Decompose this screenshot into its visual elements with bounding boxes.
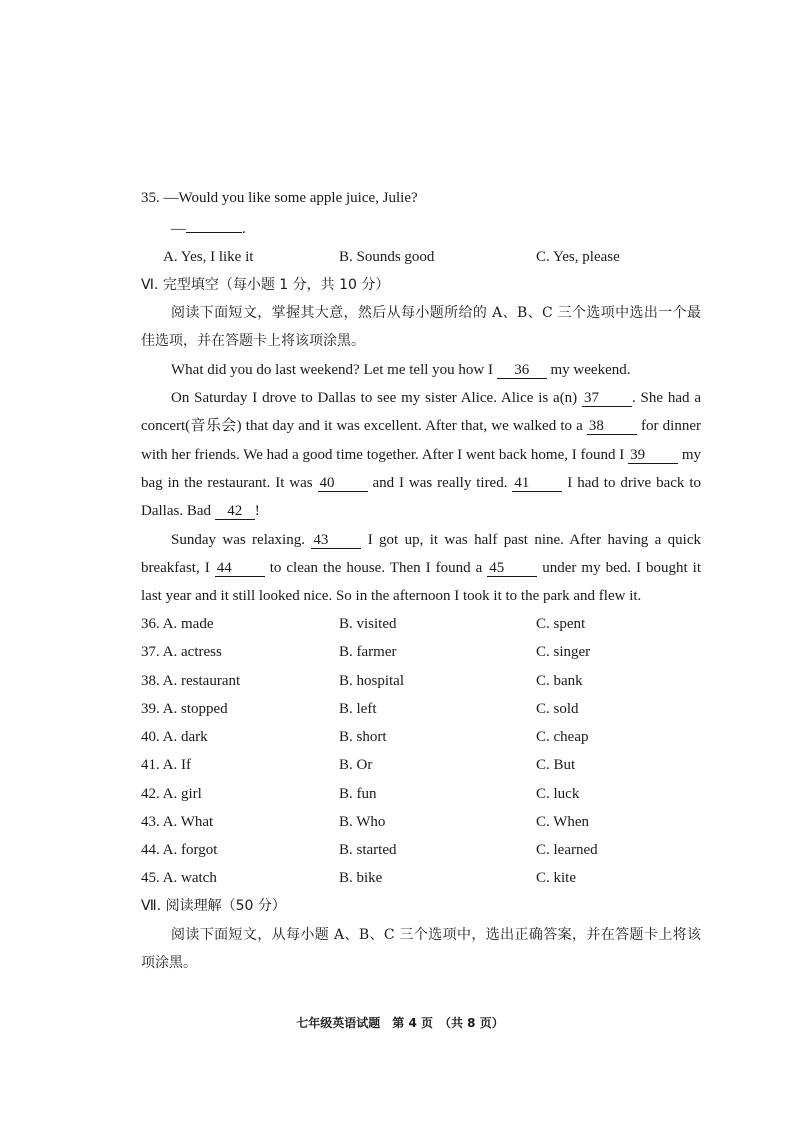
blank-36: 36 (497, 362, 547, 379)
section7-heading: Ⅶ. 阅读理解（50 分） (141, 898, 286, 914)
passage-text: and I was really tired. (367, 475, 513, 491)
passage-text: my (678, 447, 701, 463)
q35-answer-line (171, 218, 701, 239)
blank-38: 38 (587, 418, 637, 435)
option-45-b: B. bike (339, 870, 383, 886)
page-footer: 七年级英语试题 第 4 页 （共 8 页） (296, 1016, 504, 1030)
passage-text: I got up, it was half past nine. After having a quick (361, 532, 701, 548)
passage-line-4 (141, 445, 701, 465)
passage-line-5 (141, 473, 701, 493)
blank-42: 42 (215, 503, 255, 520)
option-37-b: B. farmer (339, 644, 397, 660)
option-40-a: 40. A. dark (141, 729, 208, 745)
q35-answer-dash: — (171, 221, 186, 237)
option-43-a: 43. A. What (141, 814, 214, 830)
passage-line-8 (141, 558, 701, 578)
passage-text: to clean the house. Then I found a (264, 560, 488, 576)
passage-text: Dallas. Bad (141, 503, 215, 519)
passage-text: ! (254, 503, 260, 519)
option-45-a: 45. A. watch (141, 870, 217, 886)
option-36-b: B. visited (339, 616, 397, 632)
option-38-a: 38. A. restaurant (141, 673, 241, 689)
option-36-a: 36. A. made (141, 616, 214, 632)
option-44-a: 44. A. forgot (141, 842, 218, 858)
passage-text: Sunday was relaxing. (171, 532, 312, 548)
option-43-c: C. When (536, 814, 590, 830)
passage-text: under my bed. I bought it (537, 560, 701, 576)
option-37-a: 37. A. actress (141, 644, 222, 660)
passage-text: breakfast, I (141, 560, 215, 576)
option-41-a: 41. A. If (141, 757, 191, 773)
blank-41: 41 (512, 475, 562, 492)
section7-instruction-line2: 项涂黑。 (141, 955, 197, 971)
option-37-c: C. singer (536, 644, 591, 660)
passage-line-3 (141, 416, 701, 436)
blank-37: 37 (582, 390, 632, 407)
option-38-c: C. bank (536, 673, 583, 689)
option-36-c: C. spent (536, 616, 586, 632)
passage-line-6 (141, 501, 701, 521)
q35-answer-blank (186, 218, 242, 233)
q35-option-a: A. Yes, I like it (163, 249, 254, 265)
option-42-c: C. luck (536, 786, 580, 802)
passage-line-9: last year and it still looked nice. So in the afternoon I took it to the park and flew it. (141, 588, 642, 604)
passage-line-2 (171, 388, 701, 408)
passage-text: On Saturday I drove to Dallas to see my sister Alice. Alice is a(n) (171, 390, 582, 406)
blank-44: 44 (215, 560, 265, 577)
option-41-b: B. Or (339, 757, 373, 773)
passage-text: . She had a (632, 390, 701, 406)
option-41-c: C. But (536, 757, 576, 773)
blank-43: 43 (311, 532, 361, 549)
q35-option-c: C. Yes, please (536, 249, 620, 265)
passage-text: concert(音乐会) that day and it was excellent. After that, we walked to a (141, 418, 587, 434)
section6-instruction-line2: 佳选项，并在答题卡上将该项涂黑。 (141, 333, 365, 349)
option-42-a: 42. A. girl (141, 786, 202, 802)
blank-45: 45 (487, 560, 537, 577)
passage-text: for dinner (636, 418, 701, 434)
blank-39: 39 (628, 447, 678, 464)
q35-answer-period: . (242, 221, 246, 237)
option-43-b: B. Who (339, 814, 386, 830)
option-42-b: B. fun (339, 786, 377, 802)
option-44-c: C. learned (536, 842, 598, 858)
option-40-b: B. short (339, 729, 387, 745)
passage-line-7 (171, 530, 701, 550)
passage-text: my weekend. (546, 362, 631, 378)
passage-text: bag in the restaurant. It was (141, 475, 318, 491)
section7-instruction-line1: 阅读下面短文，从每小题 A、B、C 三个选项中，选出正确答案，并在答题卡上将该 (171, 927, 701, 943)
option-44-b: B. started (339, 842, 397, 858)
passage-line-1 (171, 360, 701, 380)
option-39-c: C. sold (536, 701, 579, 717)
option-40-c: C. cheap (536, 729, 589, 745)
passage-text: What did you do last weekend? Let me tell you how I (171, 362, 497, 378)
q35-option-b: B. Sounds good (339, 249, 435, 265)
section6-heading: Ⅵ. 完型填空（每小题 1 分，共 10 分） (141, 277, 390, 293)
option-45-c: C. kite (536, 870, 576, 886)
section6-instruction-line1: 阅读下面短文，掌握其大意，然后从每小题所给的 A、B、C 三个选项中选出一个最 (171, 305, 701, 321)
option-39-a: 39. A. stopped (141, 701, 228, 717)
option-39-b: B. left (339, 701, 377, 717)
option-38-b: B. hospital (339, 673, 405, 689)
blank-40: 40 (318, 475, 368, 492)
q35-stem: 35. —Would you like some apple juice, Julie? (141, 190, 418, 206)
passage-text: with her friends. We had a good time together. After I went back home, I found I (141, 447, 629, 463)
passage-text: I had to drive back to (562, 475, 701, 491)
